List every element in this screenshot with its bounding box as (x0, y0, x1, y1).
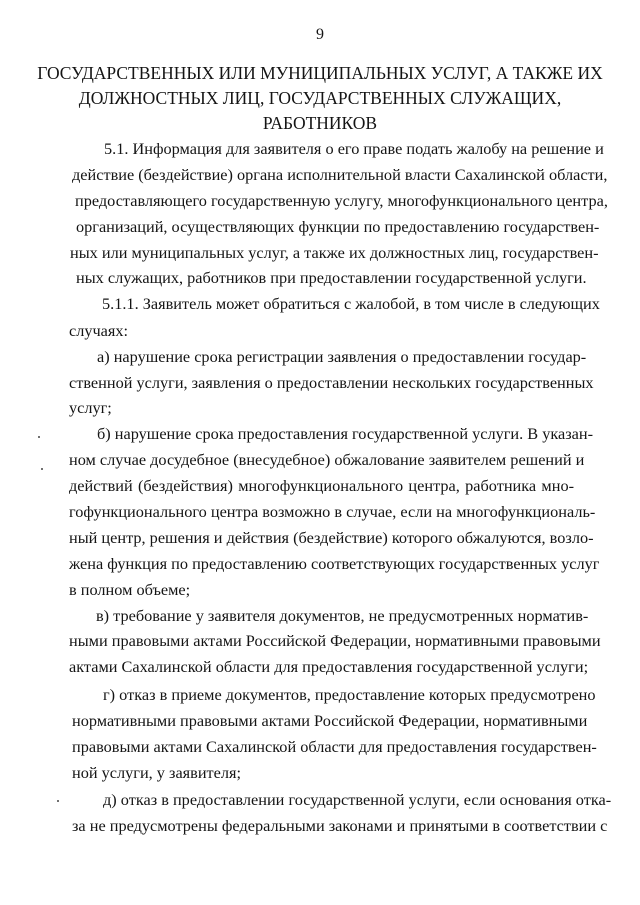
paragraph-line: действие (бездействие) органа исполнительной власти Сахалинской области, (72, 165, 608, 184)
paragraph-line: ных или муниципальных услуг, а также их должностных лиц, государствен- (70, 243, 599, 262)
paragraph-line: организаций, осуществляющих функции по предоставлению государствен- (76, 217, 600, 236)
section-heading-line-2: ДОЛЖНОСТНЫХ ЛИЦ, ГОСУДАРСТВЕННЫХ СЛУЖАЩИХ, (78, 88, 562, 108)
list-item-line: ными правовыми актами Российской Федерации, нормативными правовыми (69, 631, 601, 650)
list-item-line: услуг; (69, 398, 112, 417)
list-item-line: г) отказ в приеме документов, предоставление которых предусмотрено (103, 685, 596, 704)
paragraph-line: 5.1.1. Заявитель может обратиться с жалобой, в том числе в следующих (102, 294, 600, 313)
list-item-line: правовыми актами Сахалинской области для предоставления государствен- (72, 737, 597, 756)
section-heading-line-1: ГОСУДАРСТВЕННЫХ ИЛИ МУНИЦИПАЛЬНЫХ УСЛУГ, А ТАКЖЕ ИХ (37, 63, 603, 83)
list-item-line: в полном объеме; (69, 580, 191, 599)
list-item-line: в) требование у заявителя документов, не предусмотренных норматив- (96, 606, 589, 625)
list-item-line: ный центр, решения и действия (бездействие) которого обжалуются, возло- (69, 528, 594, 547)
scan-speck (57, 800, 59, 802)
paragraph-line: случаях: (69, 321, 129, 340)
page-number: 9 (316, 26, 324, 43)
scan-speck (38, 436, 40, 438)
list-item-line: нормативными правовыми актами Российской Федерации, нормативными (72, 711, 588, 730)
list-item-line: д) отказ в предоставлении государственной услуги, если основания отка- (103, 790, 612, 809)
section-heading-line-3: РАБОТНИКОВ (262, 113, 378, 133)
list-item-line: ной услуги, у заявителя; (72, 763, 242, 782)
paragraph-line: ных служащих, работников при предоставлении государственной услуги. (76, 268, 587, 287)
list-item-line: ственной услуги, заявления о предоставлении нескольких государственных (69, 373, 594, 392)
list-item-line: б) нарушение срока предоставления государственной услуги. В указан- (97, 424, 594, 443)
list-item-line: а) нарушение срока регистрации заявления о предоставлении государ- (97, 347, 587, 366)
list-item-line: ном случае досудебное (внесудебное) обжалование заявителем решений и (69, 450, 585, 469)
list-item-line: гофункционального центра возможно в случае, если на многофункциональ- (69, 502, 596, 521)
list-item-line: актами Сахалинской области для предоставления государственной услуги; (69, 657, 589, 676)
list-item-line: жена функция по предоставлению соответствующих государственных услуг (69, 554, 600, 573)
scan-speck (41, 468, 43, 470)
paragraph-line: 5.1. Информация для заявителя о его праве подать жалобу на решение и (104, 139, 604, 158)
list-item-line: действий (бездействия) многофункционального центра, работника мно- (69, 476, 574, 495)
paragraph-line: предоставляющего государственную услугу, многофункционального центра, (75, 191, 608, 210)
list-item-line: за не предусмотрены федеральными законами и принятыми в соответствии с (72, 816, 608, 835)
